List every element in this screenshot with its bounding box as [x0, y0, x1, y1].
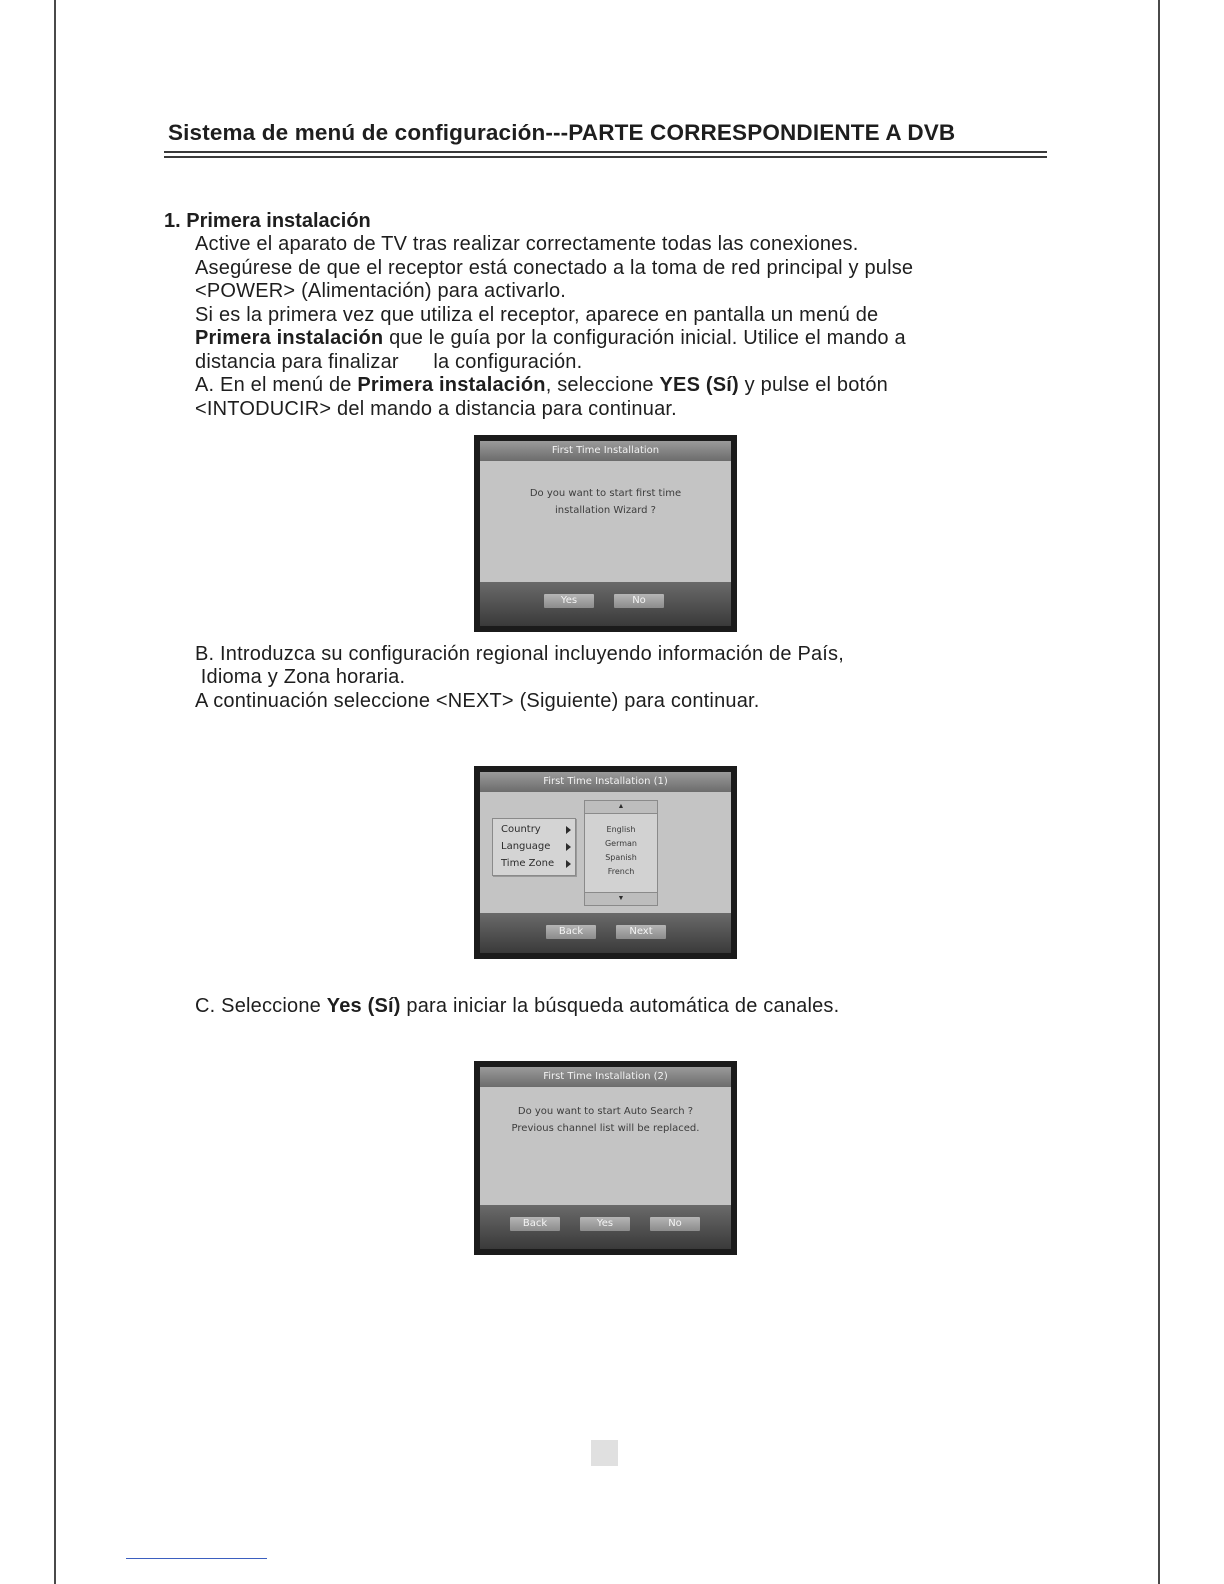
osd-content	[480, 1087, 731, 1205]
osd-content	[480, 461, 731, 582]
osd-window	[480, 441, 731, 626]
step-b-line-1: B. Introduzca su configuración regional incluyendo información de País,	[195, 643, 845, 665]
step-a-line-2: <INTODUCIR> del mando a distancia para continuar.	[195, 398, 677, 420]
osd-window	[480, 772, 731, 953]
osd-yes-button: Yes	[580, 1217, 630, 1231]
footnote-rule	[126, 1558, 267, 1559]
screenshot-first-time-installation-2	[474, 1061, 737, 1255]
osd-title: First Time Installation	[480, 441, 731, 461]
arrow-right-icon	[566, 826, 571, 834]
settings-menu	[492, 818, 576, 876]
section-heading: 1. Primera instalación	[164, 210, 371, 232]
page-number-box	[591, 1440, 618, 1466]
page-title: Sistema de menú de configuración---PARTE CORRESPONDIENTE A DVB	[168, 120, 956, 145]
osd-footer	[480, 913, 731, 953]
menu-item-language	[501, 839, 571, 855]
step-a-bold-2: YES (Sí)	[659, 374, 739, 396]
step-a-text-1: A. En el menú de	[195, 374, 358, 396]
osd-footer	[480, 1205, 731, 1249]
osd-message	[480, 1103, 731, 1137]
osd-back-button: Back	[546, 925, 596, 939]
intro-line-1: Active el aparato de TV tras realizar correctamente todas las conexiones.	[195, 233, 859, 255]
osd-title: First Time Installation (1)	[480, 772, 731, 792]
intro-line-3: <POWER> (Alimentación) para activarlo.	[195, 280, 567, 302]
menu-item-language-label: Language	[501, 841, 551, 852]
osd-no-button: No	[650, 1217, 700, 1231]
page-border-right	[1158, 0, 1160, 1584]
title-rule-bottom	[164, 156, 1047, 158]
option-list	[584, 800, 658, 906]
arrow-right-icon	[566, 860, 571, 868]
list-item: French	[607, 867, 635, 876]
osd-message-line-1: Do you want to start first time	[529, 488, 682, 499]
osd-content	[480, 792, 731, 913]
scroll-down-icon: ▼	[585, 892, 657, 905]
step-b-line-2: Idioma y Zona horaria.	[195, 666, 406, 688]
osd-message	[480, 485, 731, 519]
osd-message-line-2: Previous channel list will be replaced.	[511, 1123, 700, 1134]
step-c-line	[195, 995, 839, 1019]
step-c-bold: Yes (Sí)	[326, 995, 401, 1017]
step-b-line-3: A continuación seleccione <NEXT> (Siguiente) para continuar.	[195, 690, 760, 712]
menu-item-country	[501, 822, 571, 838]
osd-no-button: No	[614, 594, 664, 608]
osd-message-line-2: installation Wizard ?	[555, 505, 656, 516]
intro-line-4: Si es la primera vez que utiliza el receptor, aparece en pantalla un menú de	[195, 304, 879, 326]
osd-message-line-1: Do you want to start Auto Search ?	[517, 1106, 694, 1117]
intro-line-5	[195, 327, 906, 351]
list-item: German	[604, 839, 638, 848]
step-a-text-2: , seleccione	[545, 374, 660, 396]
list-item: English	[606, 825, 636, 834]
step-a-line-1	[195, 374, 888, 398]
osd-yes-button: Yes	[544, 594, 594, 608]
screenshot-first-time-installation	[474, 435, 737, 632]
intro-line-2: Asegúrese de que el receptor está conectado a la toma de red principal y pulse	[195, 257, 914, 279]
menu-item-country-label: Country	[501, 824, 541, 835]
list-item: Spanish	[605, 853, 637, 862]
arrow-right-icon	[566, 843, 571, 851]
menu-item-time-zone	[501, 856, 571, 872]
title-rule-top	[164, 151, 1047, 153]
scroll-up-icon: ▲	[585, 801, 657, 814]
intro-bold-term: Primera instalación	[195, 327, 384, 349]
osd-footer	[480, 582, 731, 626]
osd-window	[480, 1067, 731, 1249]
intro-line-5-rest: que le guía por la configuración inicial. Utilice el mando a	[383, 327, 906, 349]
step-c-text-2: para iniciar la búsqueda automática de canales.	[400, 995, 840, 1017]
step-a-bold-1: Primera instalación	[357, 374, 546, 396]
osd-back-button: Back	[510, 1217, 560, 1231]
menu-item-time-zone-label: Time Zone	[501, 858, 555, 869]
page-border-left	[54, 0, 56, 1584]
step-a-text-3: y pulse el botón	[738, 374, 888, 396]
intro-line-6: distancia para finalizar la configuración.	[195, 351, 583, 373]
screenshot-first-time-installation-1	[474, 766, 737, 959]
step-c-text-1: C. Seleccione	[195, 995, 327, 1017]
osd-next-button: Next	[616, 925, 666, 939]
osd-title: First Time Installation (2)	[480, 1067, 731, 1087]
